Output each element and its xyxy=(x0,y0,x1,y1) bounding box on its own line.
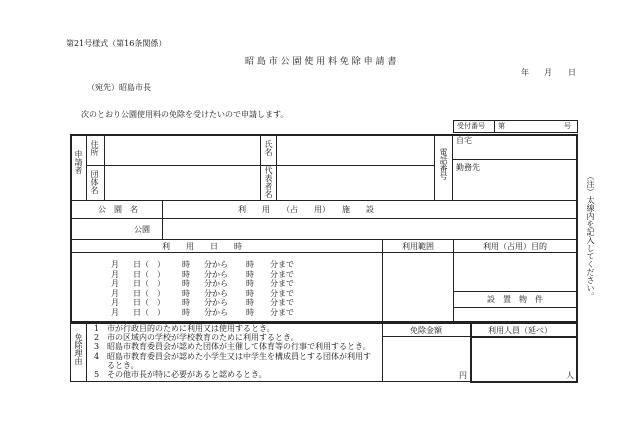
datetime-header: 利 用 日 時 xyxy=(162,242,242,251)
home-phone-label: 自宅 xyxy=(456,136,472,145)
user-count-field[interactable] xyxy=(474,340,562,380)
form-title: 昭 島 市 公 園 使 用 料 免 除 申 請 書 xyxy=(245,57,397,67)
address-field[interactable] xyxy=(106,136,258,164)
datetime-row-month: 月 xyxy=(111,298,119,308)
reason-number: 4 xyxy=(94,351,100,361)
datetime-row-day: 日（ ） xyxy=(133,308,165,317)
datetime-row-to: 分まで xyxy=(270,269,294,279)
org-name-label: 団体名 xyxy=(90,170,99,194)
org-name-field[interactable] xyxy=(106,167,258,198)
exemption-amount-field[interactable] xyxy=(384,338,454,380)
reason-number: 2 xyxy=(94,333,100,343)
reception-number-field[interactable] xyxy=(510,121,560,132)
reason-text: その他市長が特に必要があると認めるとき。 xyxy=(107,370,267,379)
datetime-row-month: 月 xyxy=(111,288,119,298)
datetime-row-hour2: 時 xyxy=(246,279,254,289)
datetime-row-day: 日（ ） xyxy=(133,298,165,308)
datetime-row-hour1: 時 xyxy=(182,308,190,317)
phone-label: 電話番号 xyxy=(439,148,448,180)
form-number: 第21号様式（第16条関係） xyxy=(66,39,167,48)
reason-text: るとき。 xyxy=(107,360,139,370)
datetime-row-to: 分まで xyxy=(270,308,294,317)
datetime-row-hour2: 時 xyxy=(246,308,254,317)
name-label: 氏名 xyxy=(264,140,273,156)
datetime-row-hour1: 時 xyxy=(182,260,190,269)
name-field[interactable] xyxy=(278,136,432,164)
reason-number: 5 xyxy=(94,370,100,379)
reception-number-label: 受付番号 xyxy=(457,122,485,130)
usage-range-header: 利用範囲 xyxy=(402,242,434,251)
reason-number: 1 xyxy=(94,324,100,333)
reason-text: 昭島市教育委員会が認めた小学生又は中学生を構成員とする団体が利用す xyxy=(107,351,371,361)
datetime-row-month: 月 xyxy=(111,279,119,289)
user-count-label: 利用人員（延べ） xyxy=(488,326,552,335)
datetime-row-hour2: 時 xyxy=(246,260,254,269)
reason-text: 市の区域内の学校が学校教育のために利用するとき。 xyxy=(107,333,299,343)
datetime-row-hour2: 時 xyxy=(246,298,254,308)
facility-header: 利 用 （占 用） 施 設 xyxy=(238,205,374,214)
datetime-row-day: 日（ ） xyxy=(133,269,165,279)
datetime-row-from: 分から xyxy=(204,288,228,298)
people-unit: 人 xyxy=(566,371,574,380)
usage-range-field[interactable] xyxy=(384,254,451,321)
park-name-header: 公 園 名 xyxy=(98,205,138,214)
datetime-row-hour1: 時 xyxy=(182,269,190,279)
installed-items-label: 設 置 物 件 xyxy=(487,295,543,304)
representative-field[interactable] xyxy=(278,167,432,198)
reason-text: 昭島市教育委員会が認めた団体が主催して体育等の行事で利用するとき。 xyxy=(107,342,371,352)
amount-unit: 円 xyxy=(459,371,467,380)
datetime-row-day: 日（ ） xyxy=(133,288,165,298)
reason-text: 市が行政目的のために利用又は使用するとき。 xyxy=(107,324,275,333)
park-suffix: 公園 xyxy=(134,225,150,234)
datetime-row-from: 分から xyxy=(204,260,228,269)
representative-label: 代表者名 xyxy=(264,166,273,198)
side-note: （注）太線内を記入してください。 xyxy=(586,172,595,300)
purpose-header: 利用（占用）目的 xyxy=(483,242,547,251)
datetime-row-month: 月 xyxy=(111,260,119,269)
datetime-row-from: 分から xyxy=(204,308,228,317)
datetime-row-hour1: 時 xyxy=(182,279,190,289)
date-year-label: 年 xyxy=(521,68,529,77)
applicant-label: 申請者 xyxy=(74,150,83,174)
facility-field[interactable] xyxy=(164,220,576,237)
datetime-row-day: 日（ ） xyxy=(133,279,165,289)
work-phone-label: 勤務先 xyxy=(456,163,480,172)
datetime-row-to: 分まで xyxy=(270,298,294,308)
reception-dai: 第 xyxy=(498,122,505,130)
address-label: 住所 xyxy=(90,140,99,156)
datetime-row-from: 分から xyxy=(204,279,228,289)
datetime-row-hour1: 時 xyxy=(182,298,190,308)
datetime-row-from: 分から xyxy=(204,269,228,279)
purpose-field[interactable] xyxy=(455,254,576,290)
date-day-label: 日 xyxy=(568,68,576,77)
datetime-row-to: 分まで xyxy=(270,288,294,298)
park-name-field[interactable] xyxy=(72,220,132,237)
datetime-row-to: 分まで xyxy=(270,260,294,269)
intro-text: 次のとおり公園使用料の免除を受けたいので申請します。 xyxy=(81,110,289,119)
reception-go: 号 xyxy=(564,122,571,130)
datetime-row-to: 分まで xyxy=(270,279,294,289)
home-phone-field[interactable] xyxy=(478,136,576,158)
installed-items-field[interactable] xyxy=(455,309,576,321)
date-month-label: 月 xyxy=(544,68,552,77)
datetime-row-day: 日（ ） xyxy=(133,260,165,269)
datetime-row-hour2: 時 xyxy=(246,269,254,279)
datetime-row-month: 月 xyxy=(111,308,119,317)
work-phone-field[interactable] xyxy=(490,161,576,198)
datetime-row-month: 月 xyxy=(111,269,119,279)
datetime-row-hour1: 時 xyxy=(182,288,190,298)
addressee: （宛先）昭島市長 xyxy=(87,83,151,92)
datetime-row-from: 分から xyxy=(204,298,228,308)
reason-number: 3 xyxy=(94,342,100,352)
exemption-reason-label: 免除理由 xyxy=(74,333,83,365)
exemption-amount-label: 免除金額 xyxy=(410,326,442,335)
datetime-row-hour2: 時 xyxy=(246,288,254,298)
